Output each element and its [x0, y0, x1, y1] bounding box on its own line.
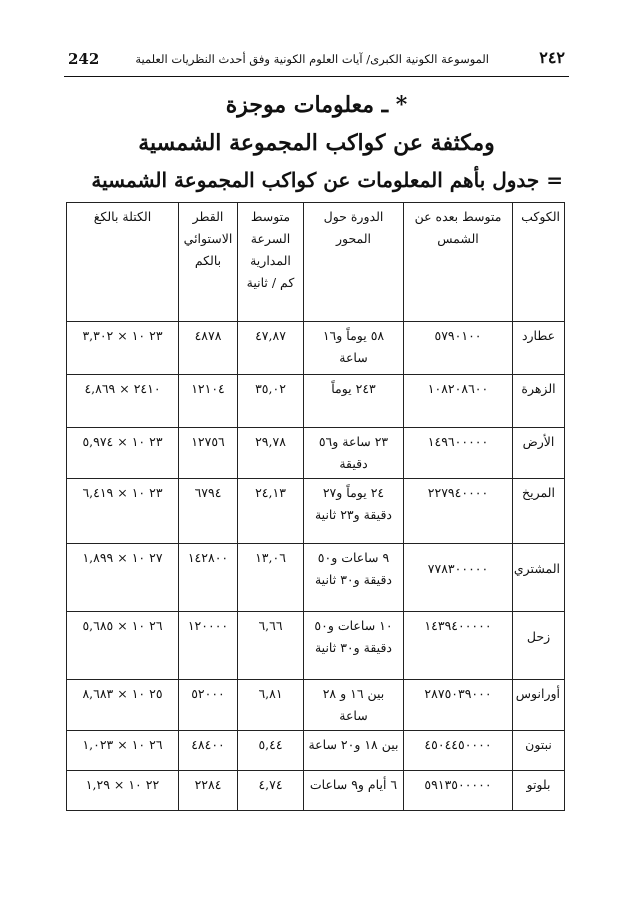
cell-rotation: ٥٨ يوماً و١٦ ساعة [304, 322, 404, 375]
cell-diameter: ١٢٧٥٦ [179, 428, 238, 479]
cell-planet: الزهرة [513, 375, 565, 428]
table-header-row [67, 203, 565, 322]
cell-planet: بلوتو [513, 771, 565, 811]
cell-speed: ٦,٦٦ [238, 612, 304, 680]
cell-rotation: ٩ ساعات و٥٠ دقيقة و٣٠ ثانية [304, 544, 404, 612]
header-speed: متوسط السرعة المدارية كم / ثانية [238, 203, 304, 322]
table-row [67, 479, 565, 544]
cell-diameter: ٢٢٨٤ [179, 771, 238, 811]
cell-rotation: بين ١٨ و٢٠ ساعة [304, 731, 404, 771]
planets-table [66, 202, 565, 811]
cell-speed: ٢٤,١٣ [238, 479, 304, 544]
cell-diameter: ٤٨٧٨ [179, 322, 238, 375]
cell-planet: عطارد [513, 322, 565, 375]
cell-mass: ٢٥ ١٠ × ٨,٦٨٣ [67, 680, 179, 731]
page-number-arabic: ٢٤٢ [539, 48, 565, 67]
cell-mass: ٢٢ ١٠ × ١,٢٩ [67, 771, 179, 811]
cell-rotation: ١٠ ساعات و٥٠ دقيقة و٣٠ ثانية [304, 612, 404, 680]
cell-mass: ٢٣ ١٠ × ٦,٤١٩ [67, 479, 179, 544]
header-distance: متوسط بعده عن الشمس [404, 203, 513, 322]
cell-diameter: ١٢٠٠٠٠ [179, 612, 238, 680]
cell-planet: أورانوس [513, 680, 565, 731]
cell-diameter: ٥٢٠٠٠ [179, 680, 238, 731]
table-row [67, 612, 565, 680]
cell-mass: ٢٤١٠ × ٤,٨٦٩ [67, 375, 179, 428]
cell-distance: ٢٢٧٩٤٠٠٠٠ [404, 479, 513, 544]
header-diameter: القطر الاستوائي بالكم [179, 203, 238, 322]
page-header [64, 46, 569, 74]
cell-rotation: ٢٣ ساعة و٥٦ دقيقة [304, 428, 404, 479]
cell-mass: ٢٣ ١٠ × ٣,٣٠٢ [67, 322, 179, 375]
cell-planet: نبتون [513, 731, 565, 771]
cell-distance: ٤٥٠٤٤٥٠٠٠٠ [404, 731, 513, 771]
cell-rotation: بين ١٦ و ٢٨ ساعة [304, 680, 404, 731]
table-row [67, 771, 565, 811]
table-caption: = جدول بأهم المعلومات عن كواكب المجموعة الشمسية [91, 168, 563, 192]
cell-planet: المريخ [513, 479, 565, 544]
page-number-latin: 242 [68, 50, 100, 68]
table-row [67, 375, 565, 428]
table-row [67, 731, 565, 771]
cell-speed: ١٣,٠٦ [238, 544, 304, 612]
table-row [67, 680, 565, 731]
cell-distance: ٢٨٧٥٠٣٩٠٠٠ [404, 680, 513, 731]
cell-speed: ٣٥,٠٢ [238, 375, 304, 428]
cell-speed: ٢٩,٧٨ [238, 428, 304, 479]
cell-speed: ٤,٧٤ [238, 771, 304, 811]
cell-speed: ٤٧,٨٧ [238, 322, 304, 375]
cell-planet: المشتري [513, 544, 565, 612]
cell-distance: ٥٩١٣٥٠٠٠٠٠ [404, 771, 513, 811]
header-rotation: الدورة حول المحور [304, 203, 404, 322]
section-subheading: ومكثفة عن كواكب المجموعة الشمسية [138, 130, 495, 156]
running-title: الموسوعة الكونية الكبرى/ آيات العلوم الكونية وفق أحدث النظريات العلمية [135, 52, 489, 66]
cell-mass: ٢٣ ١٠ × ٥,٩٧٤ [67, 428, 179, 479]
cell-diameter: ١٢١٠٤ [179, 375, 238, 428]
header-mass: الكتلة بالكغ [67, 203, 179, 322]
header-planet: الكوكب [513, 203, 565, 322]
cell-diameter: ٤٨٤٠٠ [179, 731, 238, 771]
cell-diameter: ١٤٢٨٠٠ [179, 544, 238, 612]
cell-mass: ٢٧ ١٠ × ١,٨٩٩ [67, 544, 179, 612]
table-row [67, 322, 565, 375]
cell-speed: ٦,٨١ [238, 680, 304, 731]
cell-distance: ٧٧٨٣٠٠٠٠٠ [404, 544, 513, 612]
cell-rotation: ٦ أيام و٩ ساعات [304, 771, 404, 811]
cell-distance: ١٠٨٢٠٨٦٠٠ [404, 375, 513, 428]
header-rule [64, 76, 569, 77]
table-row [67, 428, 565, 479]
cell-planet: الأرض [513, 428, 565, 479]
cell-distance: ١٤٣٩٤٠٠٠٠٠ [404, 612, 513, 680]
table-row [67, 544, 565, 612]
cell-mass: ٢٦ ١٠ × ٥,٦٨٥ [67, 612, 179, 680]
cell-rotation: ٢٤ يوماً و٢٧ دقيقة و٢٣ ثانية [304, 479, 404, 544]
cell-planet: زحل [513, 612, 565, 680]
cell-diameter: ٦٧٩٤ [179, 479, 238, 544]
cell-speed: ٥,٤٤ [238, 731, 304, 771]
cell-distance: ١٤٩٦٠٠٠٠٠ [404, 428, 513, 479]
section-heading: * ـ معلومات موجزة [225, 92, 408, 118]
cell-rotation: ٢٤٣ يوماً [304, 375, 404, 428]
cell-mass: ٢٦ ١٠ × ١,٠٢٣ [67, 731, 179, 771]
cell-distance: ٥٧٩٠١٠٠ [404, 322, 513, 375]
